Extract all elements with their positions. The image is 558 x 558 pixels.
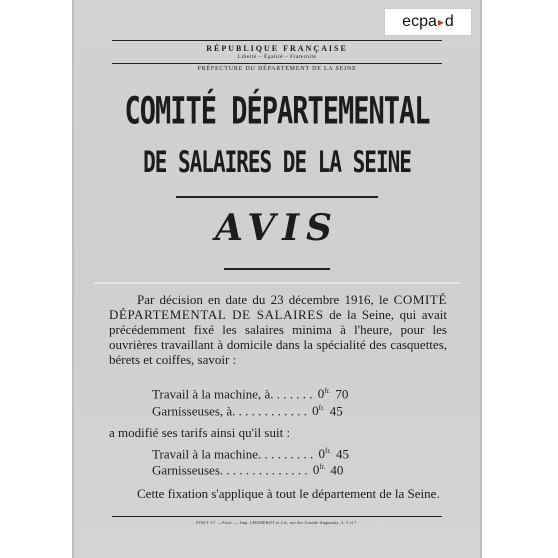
rate-francs: 0 xyxy=(318,446,326,462)
title-rule-upper xyxy=(176,196,378,198)
footer-rule xyxy=(112,516,442,517)
rate-unit: fr. xyxy=(319,463,326,471)
new-rate-row xyxy=(152,460,343,477)
rate-cents: 45 xyxy=(329,403,343,419)
p1-comite: COMITÉ DÉPARTEMENTAL DE SALAIRES xyxy=(109,292,448,322)
rate-label: Garnisseuses, à. . . . . . . . . . . . xyxy=(152,403,307,419)
rate-unit: fr. xyxy=(324,387,331,395)
closing-paragraph: Cette fixation s'applique à tout le département de la Seine. xyxy=(137,486,440,501)
modified-text: a modifié ses tarifs ainsi qu'il suit : xyxy=(109,425,291,440)
rate-label: Travail à la machine, à. . . . . . . xyxy=(152,386,313,402)
ecpad-logo xyxy=(384,8,472,36)
rate-cents: 40 xyxy=(330,462,344,478)
rate-unit: fr. xyxy=(325,447,332,455)
body-separator xyxy=(94,282,460,284)
title-line-1: COMITÉ DÉPARTEMENTAL xyxy=(124,89,430,134)
rate-cents: 70 xyxy=(335,386,349,402)
old-rate-row xyxy=(152,401,343,418)
poster xyxy=(72,0,482,558)
devise-text: Liberté – Égalité – Fraternité xyxy=(237,54,317,60)
avis-heading: AVIS xyxy=(214,207,340,249)
rate-label: Travail à la machine. . . . . . . . . xyxy=(152,446,314,462)
ecpad-logo-d: d xyxy=(444,13,454,30)
ecpad-triangle-icon: ▸ xyxy=(437,15,444,29)
rate-francs: 0 xyxy=(312,403,319,419)
header-rule-top xyxy=(112,40,442,41)
p1-start: Par décision en date du xyxy=(137,292,271,307)
old-rate-row xyxy=(152,384,348,401)
new-rate-row xyxy=(152,444,349,461)
printer-imprint: 9192-1-17. —Paris. — Imp. CHAMEROT et Cie, rue des Grands-Augustins, 3, 5 et 7. xyxy=(195,520,359,525)
rate-francs: 0 xyxy=(317,386,325,402)
body-paragraph-1 xyxy=(109,292,447,367)
rate-unit: fr. xyxy=(318,404,325,412)
ecpad-logo-text: ecpa▸d xyxy=(402,13,454,30)
p1-mid: , le xyxy=(370,292,394,307)
title-rule-lower xyxy=(224,268,330,270)
republique-heading: RÉPUBLIQUE FRANÇAISE xyxy=(206,44,348,53)
header-rule-mid xyxy=(112,63,442,64)
prefecture-heading: PRÉFECTURE DU DÉPARTEMENT DE LA SEINE xyxy=(197,66,357,72)
rate-francs: 0 xyxy=(312,462,320,478)
p1-end: de la Seine, qui avait précédemment fixé les salaires minima à l'heure, pour les ouvrières travaillant à domicile dans la spécialité des casquettes, bérets et coiffes, savoir : xyxy=(109,307,447,367)
title-line-2: DE SALAIRES DE LA SEINE xyxy=(143,145,411,179)
rate-cents: 45 xyxy=(336,446,350,462)
rate-label: Garnisseuses. . . . . . . . . . . . . . xyxy=(152,462,308,478)
p1-date: 23 décembre 1916 xyxy=(270,292,371,307)
